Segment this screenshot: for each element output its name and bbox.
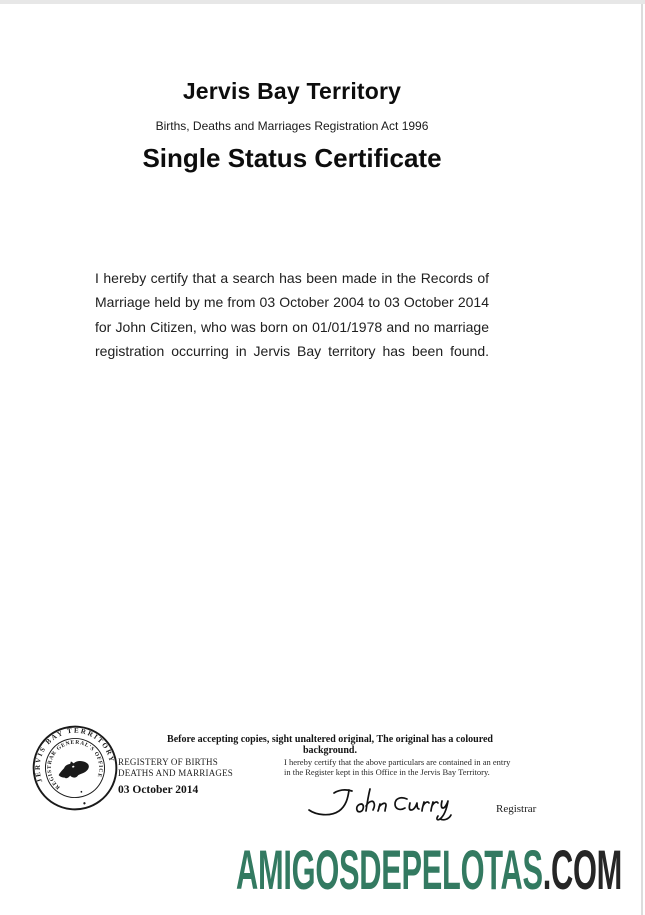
certification-paragraph: I hereby certify that a search has been made in the Records of Marriage held by me from 03 October 2004 to 03 October 2014 for John Citizen, who was born on 01/01/1978 and no marriage registration occurring in Jervis Bay territory has been found.	[95, 270, 489, 360]
seal-territory-map-icon	[56, 757, 91, 781]
copies-notice: Before accepting copies, sight unaltered original, The original has a coloured background.	[167, 734, 493, 756]
site-watermark	[236, 838, 623, 901]
page-top-edge	[0, 0, 645, 4]
registrar-label: Registrar	[496, 803, 537, 815]
watermark-site-name: AMIGOSDEPELOTAS	[236, 838, 543, 901]
certification-line-2: in the Register kept in this Office in the Jervis Bay Territory.	[284, 766, 490, 777]
registry-line-2: DEATHS AND MARRIAGES	[118, 767, 234, 778]
registry-line-1: REGISTERY OF BIRTHS	[118, 757, 218, 767]
registry-name	[118, 757, 233, 778]
page-right-edge	[641, 4, 643, 915]
issue-date: 03 October 2014	[118, 784, 199, 796]
act-subtitle: Births, Deaths and Marriages Registration Act 1996	[155, 119, 429, 133]
registrar-seal	[31, 724, 119, 812]
register-certification	[284, 758, 534, 777]
territory-title: Jervis Bay Territory	[182, 78, 402, 104]
seal-inner-dot	[80, 791, 82, 793]
seal-outer-dot	[83, 802, 86, 805]
registrar-signature	[303, 782, 453, 826]
seal-inner-text: REGISTRAR GENERAL'S OFFICE	[46, 739, 104, 791]
certification-line-1: I hereby certify that the above particulars are contained in an entry	[284, 757, 511, 767]
watermark-site-tld: .COM	[542, 838, 623, 901]
certificate-title: Single Status Certificate	[142, 143, 442, 173]
seal-outer-text: JERVIS BAY TERRITORY	[33, 726, 116, 784]
